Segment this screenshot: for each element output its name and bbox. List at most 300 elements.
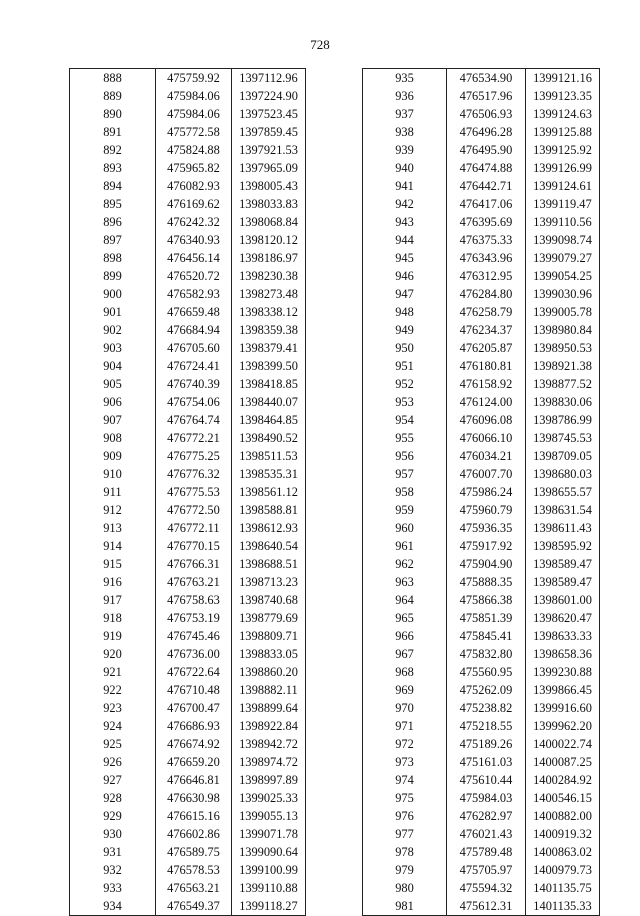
table-row	[70, 681, 306, 699]
point-number-cell: 978	[363, 843, 447, 861]
x-coordinate-cell: 476066.10	[447, 429, 526, 447]
x-coordinate-cell: 476096.08	[447, 411, 526, 429]
x-coordinate-cell: 476534.90	[447, 69, 526, 88]
table-row	[70, 429, 306, 447]
x-coordinate-cell: 476770.15	[156, 537, 232, 555]
table-row	[70, 789, 306, 807]
x-coordinate-cell: 476775.53	[156, 483, 232, 501]
point-number-cell: 926	[70, 753, 156, 771]
y-coordinate-cell: 1398595.92	[526, 537, 600, 555]
point-number-cell: 944	[363, 231, 447, 249]
point-number-cell: 888	[70, 69, 156, 88]
table-row	[70, 699, 306, 717]
x-coordinate-cell: 476284.80	[447, 285, 526, 303]
point-number-cell: 935	[363, 69, 447, 88]
table-row	[363, 411, 600, 429]
x-coordinate-cell: 475904.90	[447, 555, 526, 573]
x-coordinate-cell: 475824.88	[156, 141, 232, 159]
table-row	[363, 537, 600, 555]
y-coordinate-cell: 1398589.47	[526, 573, 600, 591]
table-row	[70, 159, 306, 177]
x-coordinate-cell: 476772.21	[156, 429, 232, 447]
point-number-cell: 980	[363, 879, 447, 897]
table-row	[70, 735, 306, 753]
x-coordinate-cell: 476745.46	[156, 627, 232, 645]
x-coordinate-cell: 476474.88	[447, 159, 526, 177]
table-row	[70, 141, 306, 159]
y-coordinate-cell: 1398589.47	[526, 555, 600, 573]
table-row	[70, 501, 306, 519]
y-coordinate-cell: 1399125.92	[526, 141, 600, 159]
point-number-cell: 901	[70, 303, 156, 321]
y-coordinate-cell: 1399055.13	[232, 807, 306, 825]
y-coordinate-cell: 1398120.12	[232, 231, 306, 249]
table-row	[70, 177, 306, 195]
table-row	[363, 285, 600, 303]
x-coordinate-cell: 476375.33	[447, 231, 526, 249]
table-row	[363, 807, 600, 825]
point-number-cell: 936	[363, 87, 447, 105]
point-number-cell: 912	[70, 501, 156, 519]
y-coordinate-cell: 1398882.11	[232, 681, 306, 699]
point-number-cell: 938	[363, 123, 447, 141]
point-number-cell: 937	[363, 105, 447, 123]
x-coordinate-cell: 475888.35	[447, 573, 526, 591]
y-coordinate-cell: 1398640.54	[232, 537, 306, 555]
table-row	[70, 105, 306, 123]
table-row	[363, 681, 600, 699]
x-coordinate-cell: 475984.03	[447, 789, 526, 807]
table-row	[70, 519, 306, 537]
point-number-cell: 930	[70, 825, 156, 843]
point-number-cell: 973	[363, 753, 447, 771]
table-row	[70, 357, 306, 375]
point-number-cell: 947	[363, 285, 447, 303]
y-coordinate-cell: 1398399.50	[232, 357, 306, 375]
y-coordinate-cell: 1398068.84	[232, 213, 306, 231]
point-number-cell: 904	[70, 357, 156, 375]
table-row	[363, 519, 600, 537]
point-number-cell: 889	[70, 87, 156, 105]
point-number-cell: 963	[363, 573, 447, 591]
y-coordinate-cell: 1399110.56	[526, 213, 600, 231]
table-row	[363, 555, 600, 573]
x-coordinate-cell: 476674.92	[156, 735, 232, 753]
x-coordinate-cell: 475705.97	[447, 861, 526, 879]
point-number-cell: 919	[70, 627, 156, 645]
table-row	[363, 609, 600, 627]
x-coordinate-cell: 475984.06	[156, 87, 232, 105]
x-coordinate-cell: 475917.92	[447, 537, 526, 555]
table-row	[70, 267, 306, 285]
point-number-cell: 977	[363, 825, 447, 843]
table-row	[70, 645, 306, 663]
table-row	[363, 663, 600, 681]
table-row	[70, 771, 306, 789]
table-row	[70, 213, 306, 231]
table-row	[363, 627, 600, 645]
y-coordinate-cell: 1400087.25	[526, 753, 600, 771]
point-number-cell: 950	[363, 339, 447, 357]
point-number-cell: 891	[70, 123, 156, 141]
y-coordinate-cell: 1399100.99	[232, 861, 306, 879]
point-number-cell: 916	[70, 573, 156, 591]
point-number-cell: 924	[70, 717, 156, 735]
y-coordinate-cell: 1398950.53	[526, 339, 600, 357]
y-coordinate-cell: 1398440.07	[232, 393, 306, 411]
x-coordinate-cell: 475610.44	[447, 771, 526, 789]
table-row	[70, 843, 306, 861]
point-number-cell: 948	[363, 303, 447, 321]
x-coordinate-cell: 475594.32	[447, 879, 526, 897]
table-row	[70, 627, 306, 645]
y-coordinate-cell: 1398620.47	[526, 609, 600, 627]
coordinate-table-left	[69, 68, 306, 916]
y-coordinate-cell: 1398713.23	[232, 573, 306, 591]
point-number-cell: 893	[70, 159, 156, 177]
table-row	[363, 375, 600, 393]
y-coordinate-cell: 1398230.38	[232, 267, 306, 285]
x-coordinate-cell: 475789.48	[447, 843, 526, 861]
table-row	[70, 249, 306, 267]
y-coordinate-cell: 1398490.52	[232, 429, 306, 447]
y-coordinate-cell: 1398273.48	[232, 285, 306, 303]
point-number-cell: 953	[363, 393, 447, 411]
table-row	[363, 645, 600, 663]
point-number-cell: 965	[363, 609, 447, 627]
point-number-cell: 939	[363, 141, 447, 159]
table-row	[363, 483, 600, 501]
x-coordinate-cell: 476034.21	[447, 447, 526, 465]
x-coordinate-cell: 476659.20	[156, 753, 232, 771]
table-row	[363, 303, 600, 321]
table-row	[363, 501, 600, 519]
y-coordinate-cell: 1399126.99	[526, 159, 600, 177]
table-row	[70, 393, 306, 411]
y-coordinate-cell: 1400546.15	[526, 789, 600, 807]
y-coordinate-cell: 1400919.32	[526, 825, 600, 843]
point-number-cell: 900	[70, 285, 156, 303]
x-coordinate-cell: 475189.26	[447, 735, 526, 753]
table-row	[363, 357, 600, 375]
point-number-cell: 969	[363, 681, 447, 699]
table-row	[363, 213, 600, 231]
y-coordinate-cell: 1401135.33	[526, 897, 600, 916]
y-coordinate-cell: 1400022.74	[526, 735, 600, 753]
table-row	[70, 195, 306, 213]
point-number-cell: 923	[70, 699, 156, 717]
y-coordinate-cell: 1399025.33	[232, 789, 306, 807]
table-row	[70, 537, 306, 555]
y-coordinate-cell: 1399110.88	[232, 879, 306, 897]
coordinate-table-right	[362, 68, 600, 916]
y-coordinate-cell: 1397224.90	[232, 87, 306, 105]
x-coordinate-cell: 476158.92	[447, 375, 526, 393]
table-row	[363, 177, 600, 195]
point-number-cell: 976	[363, 807, 447, 825]
table-row	[363, 321, 600, 339]
point-number-cell: 970	[363, 699, 447, 717]
y-coordinate-cell: 1397859.45	[232, 123, 306, 141]
y-coordinate-cell: 1398535.31	[232, 465, 306, 483]
table-row	[363, 699, 600, 717]
point-number-cell: 966	[363, 627, 447, 645]
table-row	[363, 231, 600, 249]
y-coordinate-cell: 1398464.85	[232, 411, 306, 429]
point-number-cell: 907	[70, 411, 156, 429]
x-coordinate-cell: 476724.41	[156, 357, 232, 375]
x-coordinate-cell: 476582.93	[156, 285, 232, 303]
x-coordinate-cell: 476343.96	[447, 249, 526, 267]
x-coordinate-cell: 476456.14	[156, 249, 232, 267]
y-coordinate-cell: 1400284.92	[526, 771, 600, 789]
x-coordinate-cell: 476234.37	[447, 321, 526, 339]
y-coordinate-cell: 1397965.09	[232, 159, 306, 177]
x-coordinate-cell: 476205.87	[447, 339, 526, 357]
point-number-cell: 972	[363, 735, 447, 753]
point-number-cell: 933	[70, 879, 156, 897]
x-coordinate-cell: 475965.82	[156, 159, 232, 177]
table-row	[70, 807, 306, 825]
y-coordinate-cell: 1399962.20	[526, 717, 600, 735]
x-coordinate-cell: 476180.81	[447, 357, 526, 375]
point-number-cell: 921	[70, 663, 156, 681]
x-coordinate-cell: 476758.63	[156, 591, 232, 609]
x-coordinate-cell: 475772.58	[156, 123, 232, 141]
x-coordinate-cell: 476740.39	[156, 375, 232, 393]
y-coordinate-cell: 1399071.78	[232, 825, 306, 843]
table-row	[70, 591, 306, 609]
x-coordinate-cell: 476630.98	[156, 789, 232, 807]
table-row	[363, 717, 600, 735]
x-coordinate-cell: 476589.75	[156, 843, 232, 861]
table-row	[70, 411, 306, 429]
table-row	[363, 771, 600, 789]
table-row	[363, 591, 600, 609]
x-coordinate-cell: 475832.80	[447, 645, 526, 663]
y-coordinate-cell: 1398921.38	[526, 357, 600, 375]
x-coordinate-cell: 476705.60	[156, 339, 232, 357]
x-coordinate-cell: 475560.95	[447, 663, 526, 681]
x-coordinate-cell: 475238.82	[447, 699, 526, 717]
table-row	[70, 879, 306, 897]
y-coordinate-cell: 1399090.64	[232, 843, 306, 861]
table-row	[70, 447, 306, 465]
y-coordinate-cell: 1399124.63	[526, 105, 600, 123]
point-number-cell: 961	[363, 537, 447, 555]
table-row	[363, 861, 600, 879]
x-coordinate-cell: 476007.70	[447, 465, 526, 483]
table-row	[70, 465, 306, 483]
table-row	[70, 483, 306, 501]
point-number-cell: 960	[363, 519, 447, 537]
y-coordinate-cell: 1399119.47	[526, 195, 600, 213]
point-number-cell: 917	[70, 591, 156, 609]
table-row	[363, 267, 600, 285]
y-coordinate-cell: 1397921.53	[232, 141, 306, 159]
table-row	[70, 555, 306, 573]
y-coordinate-cell: 1398633.33	[526, 627, 600, 645]
x-coordinate-cell: 476684.94	[156, 321, 232, 339]
point-number-cell: 927	[70, 771, 156, 789]
y-coordinate-cell: 1398655.57	[526, 483, 600, 501]
point-number-cell: 946	[363, 267, 447, 285]
point-number-cell: 898	[70, 249, 156, 267]
point-number-cell: 918	[70, 609, 156, 627]
x-coordinate-cell: 476710.48	[156, 681, 232, 699]
point-number-cell: 959	[363, 501, 447, 519]
y-coordinate-cell: 1398511.53	[232, 447, 306, 465]
x-coordinate-cell: 476700.47	[156, 699, 232, 717]
x-coordinate-cell: 476764.74	[156, 411, 232, 429]
table-row	[70, 717, 306, 735]
y-coordinate-cell: 1399118.27	[232, 897, 306, 916]
point-number-cell: 899	[70, 267, 156, 285]
x-coordinate-cell: 475986.24	[447, 483, 526, 501]
x-coordinate-cell: 476659.48	[156, 303, 232, 321]
y-coordinate-cell: 1400882.00	[526, 807, 600, 825]
table-row	[363, 141, 600, 159]
table-row	[363, 249, 600, 267]
table-row	[363, 789, 600, 807]
x-coordinate-cell: 475218.55	[447, 717, 526, 735]
y-coordinate-cell: 1398709.05	[526, 447, 600, 465]
point-number-cell: 958	[363, 483, 447, 501]
y-coordinate-cell: 1398860.20	[232, 663, 306, 681]
point-number-cell: 940	[363, 159, 447, 177]
x-coordinate-cell: 476775.25	[156, 447, 232, 465]
table-row	[363, 393, 600, 411]
x-coordinate-cell: 475936.35	[447, 519, 526, 537]
table-row	[70, 123, 306, 141]
y-coordinate-cell: 1399866.45	[526, 681, 600, 699]
y-coordinate-cell: 1398658.36	[526, 645, 600, 663]
y-coordinate-cell: 1399098.74	[526, 231, 600, 249]
point-number-cell: 908	[70, 429, 156, 447]
x-coordinate-cell: 476772.11	[156, 519, 232, 537]
x-coordinate-cell: 475262.09	[447, 681, 526, 699]
x-coordinate-cell: 476754.06	[156, 393, 232, 411]
y-coordinate-cell: 1397523.45	[232, 105, 306, 123]
y-coordinate-cell: 1399054.25	[526, 267, 600, 285]
table-row	[70, 609, 306, 627]
table-row	[363, 159, 600, 177]
point-number-cell: 897	[70, 231, 156, 249]
point-number-cell: 895	[70, 195, 156, 213]
x-coordinate-cell: 475612.31	[447, 897, 526, 916]
point-number-cell: 975	[363, 789, 447, 807]
x-coordinate-cell: 476442.71	[447, 177, 526, 195]
point-number-cell: 949	[363, 321, 447, 339]
table-row	[70, 321, 306, 339]
point-number-cell: 951	[363, 357, 447, 375]
point-number-cell: 910	[70, 465, 156, 483]
y-coordinate-cell: 1398611.43	[526, 519, 600, 537]
y-coordinate-cell: 1398601.00	[526, 591, 600, 609]
y-coordinate-cell: 1398379.41	[232, 339, 306, 357]
table-row	[363, 195, 600, 213]
table-row	[363, 429, 600, 447]
x-coordinate-cell: 475960.79	[447, 501, 526, 519]
x-coordinate-cell: 476646.81	[156, 771, 232, 789]
y-coordinate-cell: 1399079.27	[526, 249, 600, 267]
x-coordinate-cell: 476496.28	[447, 123, 526, 141]
table-row	[363, 87, 600, 105]
x-coordinate-cell: 476124.00	[447, 393, 526, 411]
y-coordinate-cell: 1399916.60	[526, 699, 600, 717]
y-coordinate-cell: 1398922.84	[232, 717, 306, 735]
y-coordinate-cell: 1401135.75	[526, 879, 600, 897]
table-row	[70, 303, 306, 321]
y-coordinate-cell: 1398980.84	[526, 321, 600, 339]
x-coordinate-cell: 476258.79	[447, 303, 526, 321]
y-coordinate-cell: 1398418.85	[232, 375, 306, 393]
point-number-cell: 941	[363, 177, 447, 195]
point-number-cell: 964	[363, 591, 447, 609]
y-coordinate-cell: 1397112.96	[232, 69, 306, 88]
y-coordinate-cell: 1398338.12	[232, 303, 306, 321]
x-coordinate-cell: 476686.93	[156, 717, 232, 735]
y-coordinate-cell: 1398745.53	[526, 429, 600, 447]
page-number: 728	[310, 37, 330, 52]
x-coordinate-cell: 476766.31	[156, 555, 232, 573]
point-number-cell: 932	[70, 861, 156, 879]
point-number-cell: 922	[70, 681, 156, 699]
y-coordinate-cell: 1399005.78	[526, 303, 600, 321]
point-number-cell: 902	[70, 321, 156, 339]
table-row	[363, 825, 600, 843]
y-coordinate-cell: 1398740.68	[232, 591, 306, 609]
y-coordinate-cell: 1400979.73	[526, 861, 600, 879]
y-coordinate-cell: 1398997.89	[232, 771, 306, 789]
point-number-cell: 928	[70, 789, 156, 807]
x-coordinate-cell: 476763.21	[156, 573, 232, 591]
x-coordinate-cell: 476520.72	[156, 267, 232, 285]
table-row	[70, 663, 306, 681]
point-number-cell: 915	[70, 555, 156, 573]
table-row	[70, 825, 306, 843]
point-number-cell: 956	[363, 447, 447, 465]
table-row	[363, 879, 600, 897]
y-coordinate-cell: 1399124.61	[526, 177, 600, 195]
point-number-cell: 911	[70, 483, 156, 501]
x-coordinate-cell: 475984.06	[156, 105, 232, 123]
x-coordinate-cell: 476417.06	[447, 195, 526, 213]
x-coordinate-cell: 476772.50	[156, 501, 232, 519]
point-number-cell: 952	[363, 375, 447, 393]
point-number-cell: 957	[363, 465, 447, 483]
y-coordinate-cell: 1398005.43	[232, 177, 306, 195]
y-coordinate-cell: 1398830.06	[526, 393, 600, 411]
table-row	[363, 897, 600, 916]
y-coordinate-cell: 1398688.51	[232, 555, 306, 573]
point-number-cell: 914	[70, 537, 156, 555]
x-coordinate-cell: 476776.32	[156, 465, 232, 483]
table-row	[363, 69, 600, 88]
x-coordinate-cell: 476549.37	[156, 897, 232, 916]
table-row	[70, 573, 306, 591]
y-coordinate-cell: 1398877.52	[526, 375, 600, 393]
x-coordinate-cell: 476506.93	[447, 105, 526, 123]
table-row	[363, 339, 600, 357]
table-row	[70, 231, 306, 249]
table-row	[363, 573, 600, 591]
y-coordinate-cell: 1398809.71	[232, 627, 306, 645]
y-coordinate-cell: 1398680.03	[526, 465, 600, 483]
point-number-cell: 903	[70, 339, 156, 357]
x-coordinate-cell: 475759.92	[156, 69, 232, 88]
point-number-cell: 942	[363, 195, 447, 213]
